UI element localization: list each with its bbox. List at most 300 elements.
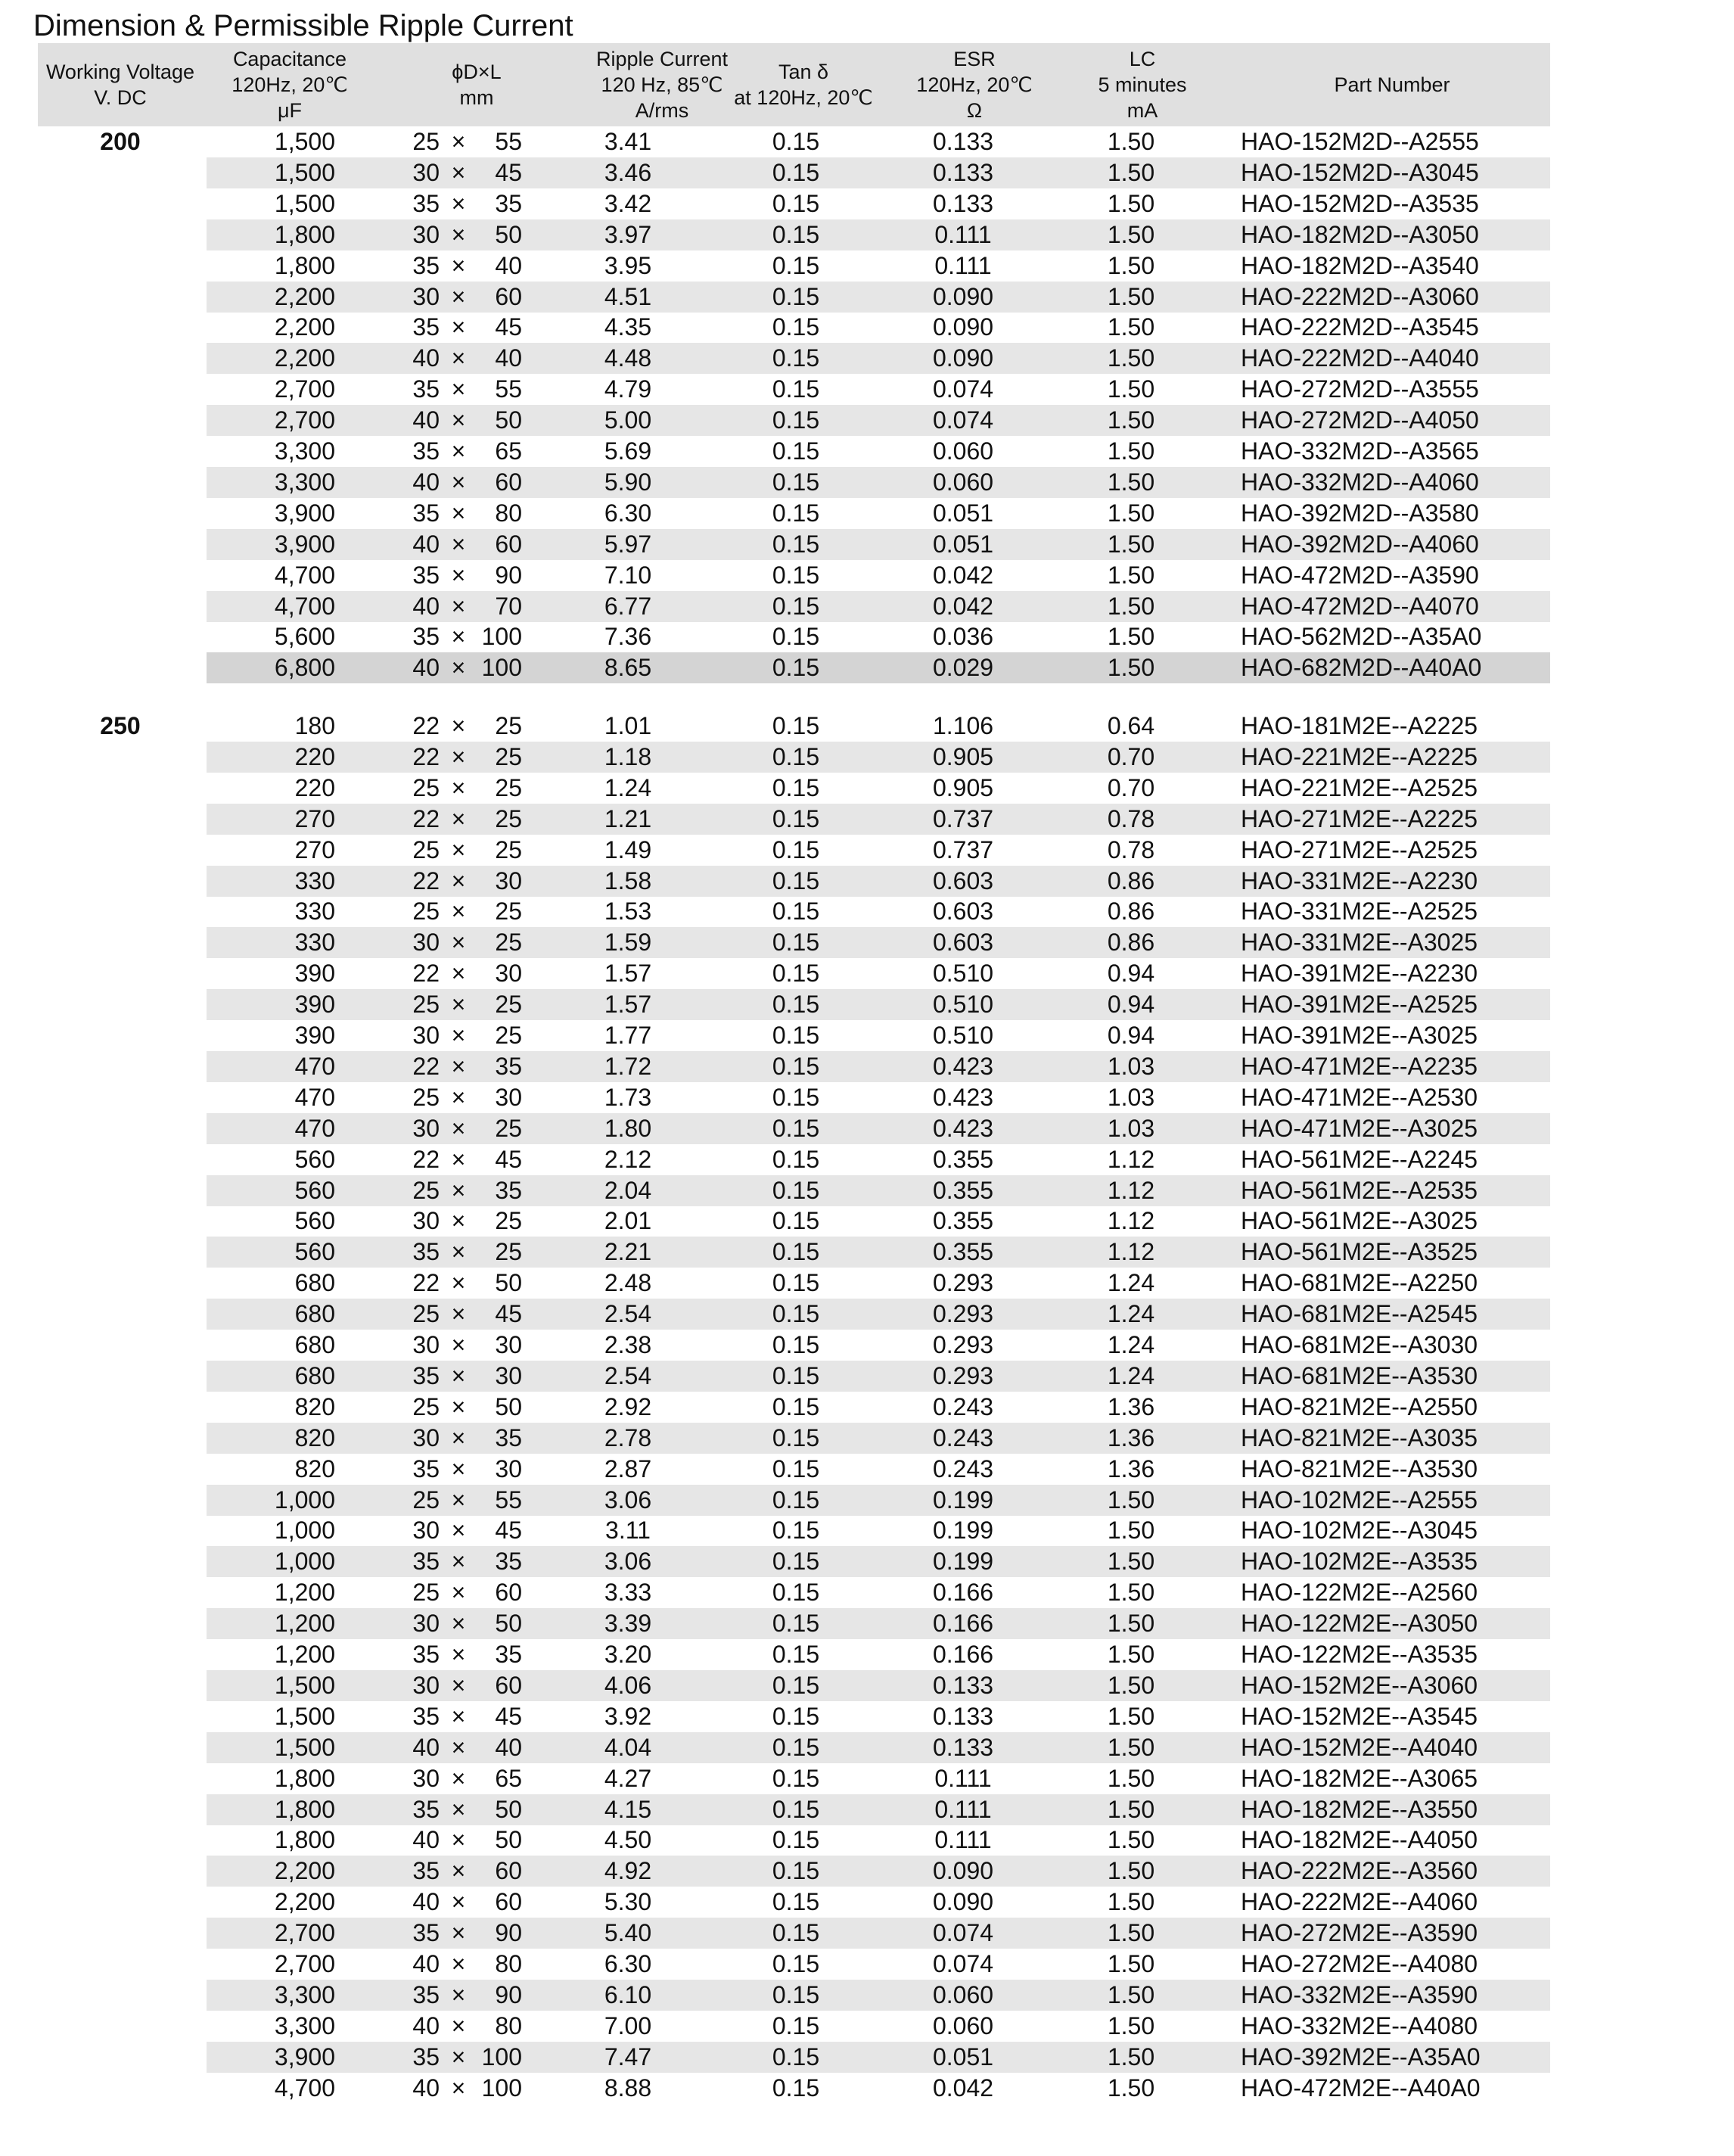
times-sign: ×	[451, 2011, 466, 2039]
lc-cell: 1.50	[1107, 1826, 1155, 1854]
table-row	[0, 742, 1734, 773]
times-sign: ×	[451, 1579, 466, 1607]
length-cell: 35	[495, 1423, 522, 1451]
lc-cell: 1.50	[1107, 1641, 1155, 1668]
diameter-cell: 30	[412, 1423, 440, 1451]
page-title: Dimension & Permissible Ripple Current	[33, 9, 573, 42]
esr-cell: 0.905	[932, 773, 994, 801]
times-sign: ×	[451, 1702, 466, 1730]
length-cell: 30	[495, 1454, 522, 1482]
diameter-cell: 35	[412, 561, 440, 589]
lc-cell: 1.50	[1107, 561, 1155, 589]
capacitance-cell: 270	[294, 804, 335, 832]
capacitance-cell: 560	[294, 1176, 335, 1204]
tan-delta-cell: 0.15	[772, 2074, 820, 2102]
times-sign: ×	[451, 375, 466, 403]
table-row	[0, 1485, 1734, 1516]
part-number-cell: HAO-471M2E--A2235	[1241, 1052, 1478, 1080]
table-row	[0, 1268, 1734, 1299]
lc-cell: 1.50	[1107, 313, 1155, 341]
ripple-cell: 5.00	[604, 406, 652, 434]
lc-cell: 1.50	[1107, 375, 1155, 403]
esr-cell: 0.051	[932, 499, 994, 527]
times-sign: ×	[451, 835, 466, 863]
diameter-cell: 30	[412, 1114, 440, 1142]
lc-cell: 1.36	[1107, 1423, 1155, 1451]
table-row	[0, 1732, 1734, 1763]
times-sign: ×	[451, 1269, 466, 1297]
table-row	[0, 958, 1734, 989]
diameter-cell: 40	[412, 344, 440, 372]
ripple-cell: 1.77	[604, 1022, 652, 1049]
capacitance-cell: 1,200	[274, 1610, 335, 1638]
esr-cell: 0.355	[932, 1238, 994, 1266]
part-number-cell: HAO-272M2E--A3590	[1241, 1919, 1478, 1947]
times-sign: ×	[451, 1083, 466, 1111]
times-sign: ×	[451, 1022, 466, 1049]
esr-cell: 0.166	[932, 1641, 994, 1668]
length-cell: 50	[495, 1826, 522, 1854]
capacitance-cell: 1,500	[274, 1671, 335, 1699]
lc-cell: 1.50	[1107, 1857, 1155, 1885]
lc-cell: 0.86	[1107, 866, 1155, 894]
esr-cell: 0.090	[932, 282, 994, 310]
times-sign: ×	[451, 1361, 466, 1389]
capacitance-cell: 560	[294, 1145, 335, 1173]
esr-cell: 0.737	[932, 804, 994, 832]
capacitance-cell: 4,700	[274, 592, 335, 620]
times-sign: ×	[451, 1733, 466, 1761]
length-cell: 40	[495, 1733, 522, 1761]
table-row	[0, 1763, 1734, 1794]
capacitance-cell: 1,800	[274, 1795, 335, 1823]
capacitance-cell: 390	[294, 1022, 335, 1049]
tan-delta-cell: 0.15	[772, 1083, 820, 1111]
capacitance-cell: 270	[294, 835, 335, 863]
esr-cell: 0.111	[934, 220, 992, 248]
part-number-cell: HAO-332M2D--A3565	[1241, 437, 1479, 465]
length-cell: 60	[495, 468, 522, 496]
header-capacitance-line3: μF	[277, 99, 303, 122]
lc-cell: 0.78	[1107, 804, 1155, 832]
table-row	[0, 1825, 1734, 1856]
header-part-number	[1241, 43, 1543, 126]
table-row	[0, 126, 1734, 157]
table-row	[0, 1237, 1734, 1268]
times-sign: ×	[451, 1392, 466, 1420]
diameter-cell: 40	[412, 592, 440, 620]
capacitance-cell: 2,700	[274, 406, 335, 434]
times-sign: ×	[451, 1176, 466, 1204]
tan-delta-cell: 0.15	[772, 898, 820, 926]
table-row	[0, 1949, 1734, 1980]
diameter-cell: 25	[412, 773, 440, 801]
length-cell: 25	[495, 742, 522, 770]
capacitance-cell: 220	[294, 742, 335, 770]
times-sign: ×	[451, 344, 466, 372]
diameter-cell: 40	[412, 654, 440, 682]
part-number-cell: HAO-271M2E--A2525	[1241, 835, 1478, 863]
part-number-cell: HAO-561M2E--A3025	[1241, 1207, 1478, 1235]
header-esr-line1: ESR	[953, 48, 996, 70]
length-cell: 60	[495, 1671, 522, 1699]
capacitance-cell: 680	[294, 1331, 335, 1358]
part-number-cell: HAO-472M2E--A40A0	[1241, 2074, 1481, 2102]
ripple-cell: 4.06	[604, 1671, 652, 1699]
part-number-cell: HAO-682M2D--A40A0	[1241, 654, 1482, 682]
times-sign: ×	[451, 1980, 466, 2008]
length-cell: 60	[495, 530, 522, 558]
lc-cell: 1.50	[1107, 189, 1155, 217]
table-row	[0, 1423, 1734, 1454]
tan-delta-cell: 0.15	[772, 1919, 820, 1947]
tan-delta-cell: 0.15	[772, 344, 820, 372]
part-number-cell: HAO-821M2E--A3035	[1241, 1423, 1478, 1451]
tan-delta-cell: 0.15	[772, 406, 820, 434]
part-number-cell: HAO-561M2E--A3525	[1241, 1238, 1478, 1266]
tan-delta-cell: 0.15	[772, 1176, 820, 1204]
tan-delta-cell: 0.15	[772, 929, 820, 957]
table-row	[0, 250, 1734, 282]
times-sign: ×	[451, 898, 466, 926]
times-sign: ×	[451, 158, 466, 186]
table-row	[0, 866, 1734, 897]
diameter-cell: 30	[412, 158, 440, 186]
part-number-cell: HAO-222M2D--A3060	[1241, 282, 1479, 310]
lc-cell: 1.50	[1107, 592, 1155, 620]
esr-cell: 0.510	[932, 960, 994, 988]
ripple-cell: 1.24	[604, 773, 652, 801]
diameter-cell: 35	[412, 189, 440, 217]
times-sign: ×	[451, 406, 466, 434]
times-sign: ×	[451, 773, 466, 801]
diameter-cell: 30	[412, 929, 440, 957]
capacitance-cell: 1,800	[274, 220, 335, 248]
lc-cell: 1.50	[1107, 2074, 1155, 2102]
lc-cell: 1.50	[1107, 1702, 1155, 1730]
part-number-cell: HAO-182M2E--A4050	[1241, 1826, 1478, 1854]
times-sign: ×	[451, 1826, 466, 1854]
lc-cell: 1.50	[1107, 1888, 1155, 1916]
length-cell: 80	[495, 2011, 522, 2039]
ripple-cell: 4.35	[604, 313, 652, 341]
lc-cell: 0.70	[1107, 773, 1155, 801]
length-cell: 55	[495, 128, 522, 155]
capacitance-cell: 2,700	[274, 1919, 335, 1947]
table-row	[0, 835, 1734, 866]
tan-delta-cell: 0.15	[772, 1423, 820, 1451]
ripple-cell: 5.40	[604, 1919, 652, 1947]
capacitance-cell: 1,500	[274, 1702, 335, 1730]
ripple-cell: 8.88	[604, 2074, 652, 2102]
esr-cell: 0.090	[932, 344, 994, 372]
table-row	[0, 621, 1734, 652]
diameter-cell: 35	[412, 1702, 440, 1730]
esr-cell: 0.355	[932, 1176, 994, 1204]
length-cell: 35	[495, 189, 522, 217]
part-number-cell: HAO-561M2E--A2535	[1241, 1176, 1478, 1204]
lc-cell: 0.86	[1107, 898, 1155, 926]
tan-delta-cell: 0.15	[772, 1145, 820, 1173]
part-number-cell: HAO-821M2E--A2550	[1241, 1392, 1478, 1420]
lc-cell: 1.50	[1107, 220, 1155, 248]
table-row	[0, 896, 1734, 927]
esr-cell: 0.423	[932, 1083, 994, 1111]
tan-delta-cell: 0.15	[772, 742, 820, 770]
times-sign: ×	[451, 1764, 466, 1792]
ripple-cell: 1.72	[604, 1052, 652, 1080]
diameter-cell: 25	[412, 898, 440, 926]
ripple-cell: 1.01	[604, 712, 652, 739]
length-cell: 80	[495, 499, 522, 527]
lc-cell: 1.50	[1107, 158, 1155, 186]
ripple-cell: 2.38	[604, 1331, 652, 1358]
times-sign: ×	[451, 251, 466, 279]
diameter-cell: 40	[412, 406, 440, 434]
ripple-cell: 5.90	[604, 468, 652, 496]
lc-cell: 1.50	[1107, 1548, 1155, 1576]
esr-cell: 0.051	[932, 2042, 994, 2070]
tan-delta-cell: 0.15	[772, 1269, 820, 1297]
length-cell: 35	[495, 1548, 522, 1576]
tan-delta-cell: 0.15	[772, 189, 820, 217]
length-cell: 50	[495, 1392, 522, 1420]
diameter-cell: 25	[412, 128, 440, 155]
diameter-cell: 35	[412, 1641, 440, 1668]
lc-cell: 1.50	[1107, 499, 1155, 527]
length-cell: 30	[495, 1083, 522, 1111]
part-number-cell: HAO-272M2D--A3555	[1241, 375, 1479, 403]
table-row	[0, 436, 1734, 467]
table-row	[0, 652, 1734, 683]
diameter-cell: 30	[412, 1517, 440, 1545]
esr-cell: 0.293	[932, 1331, 994, 1358]
length-cell: 30	[495, 866, 522, 894]
header-voltage-line1: Working Voltage	[45, 61, 195, 83]
header-esr	[899, 43, 1050, 126]
esr-cell: 0.243	[932, 1454, 994, 1482]
table-row	[0, 2073, 1734, 2104]
length-cell: 35	[495, 1052, 522, 1080]
tan-delta-cell: 0.15	[772, 835, 820, 863]
tan-delta-cell: 0.15	[772, 1454, 820, 1482]
length-cell: 30	[495, 1331, 522, 1358]
ripple-cell: 7.47	[604, 2042, 652, 2070]
times-sign: ×	[451, 1517, 466, 1545]
table-row	[0, 219, 1734, 250]
table-row	[0, 1392, 1734, 1423]
lc-cell: 0.70	[1107, 742, 1155, 770]
length-cell: 25	[495, 898, 522, 926]
capacitance-cell: 1,500	[274, 128, 335, 155]
tan-delta-cell: 0.15	[772, 158, 820, 186]
ripple-cell: 6.77	[604, 592, 652, 620]
diameter-cell: 25	[412, 1486, 440, 1514]
table-row	[0, 1454, 1734, 1485]
table-row	[0, 343, 1734, 374]
tan-delta-cell: 0.15	[772, 1795, 820, 1823]
ripple-cell: 3.11	[605, 1517, 651, 1545]
ripple-cell: 4.79	[604, 375, 652, 403]
diameter-cell: 25	[412, 1083, 440, 1111]
diameter-cell: 35	[412, 375, 440, 403]
part-number-cell: HAO-332M2E--A3590	[1241, 1980, 1478, 2008]
tan-delta-cell: 0.15	[772, 1392, 820, 1420]
length-cell: 100	[481, 623, 522, 651]
diameter-cell: 25	[412, 1300, 440, 1328]
header-voltage-line2: V. DC	[94, 86, 147, 109]
diameter-cell: 35	[412, 1361, 440, 1389]
length-cell: 30	[495, 960, 522, 988]
esr-cell: 0.111	[934, 1764, 992, 1792]
diameter-cell: 25	[412, 835, 440, 863]
table-row	[0, 157, 1734, 188]
part-number-cell: HAO-562M2D--A35A0	[1241, 623, 1482, 651]
lc-cell: 1.50	[1107, 1610, 1155, 1638]
length-cell: 50	[495, 1795, 522, 1823]
capacitance-cell: 3,900	[274, 2042, 335, 2070]
table-row	[0, 1608, 1734, 1639]
times-sign: ×	[451, 561, 466, 589]
length-cell: 60	[495, 1888, 522, 1916]
ripple-cell: 7.00	[604, 2011, 652, 2039]
tan-delta-cell: 0.15	[772, 1300, 820, 1328]
ripple-cell: 6.10	[604, 1980, 652, 2008]
ripple-cell: 3.39	[604, 1610, 652, 1638]
ripple-cell: 3.33	[604, 1579, 652, 1607]
lc-cell: 1.50	[1107, 282, 1155, 310]
diameter-cell: 30	[412, 1207, 440, 1235]
ripple-cell: 1.58	[604, 866, 652, 894]
diameter-cell: 40	[412, 2074, 440, 2102]
diameter-cell: 30	[412, 1671, 440, 1699]
ripple-cell: 5.69	[604, 437, 652, 465]
capacitance-cell: 390	[294, 991, 335, 1019]
capacitance-cell: 4,700	[274, 2074, 335, 2102]
times-sign: ×	[451, 1671, 466, 1699]
length-cell: 25	[495, 1238, 522, 1266]
esr-cell: 0.111	[934, 1795, 992, 1823]
length-cell: 100	[481, 2074, 522, 2102]
table-row	[0, 773, 1734, 804]
capacitance-cell: 820	[294, 1423, 335, 1451]
length-cell: 25	[495, 929, 522, 957]
tan-delta-cell: 0.15	[772, 1671, 820, 1699]
capacitance-cell: 1,200	[274, 1641, 335, 1668]
times-sign: ×	[451, 1486, 466, 1514]
lc-cell: 0.94	[1107, 960, 1155, 988]
esr-cell: 0.074	[932, 1919, 994, 1947]
header-size	[393, 43, 560, 126]
tan-delta-cell: 0.15	[772, 773, 820, 801]
lc-cell: 0.94	[1107, 1022, 1155, 1049]
diameter-cell: 35	[412, 437, 440, 465]
times-sign: ×	[451, 1919, 466, 1947]
esr-cell: 0.293	[932, 1361, 994, 1389]
tan-delta-cell: 0.15	[772, 1238, 820, 1266]
lc-cell: 1.50	[1107, 1579, 1155, 1607]
esr-cell: 0.060	[932, 2011, 994, 2039]
table-row	[0, 1577, 1734, 1608]
length-cell: 50	[495, 406, 522, 434]
diameter-cell: 22	[412, 1052, 440, 1080]
capacitance-cell: 2,200	[274, 1857, 335, 1885]
ripple-cell: 4.15	[604, 1795, 652, 1823]
times-sign: ×	[451, 1641, 466, 1668]
esr-cell: 0.133	[932, 128, 994, 155]
ripple-cell: 3.06	[604, 1548, 652, 1576]
header-tan-line1: Tan δ	[778, 61, 829, 83]
capacitance-cell: 1,500	[274, 189, 335, 217]
esr-cell: 0.199	[932, 1548, 994, 1576]
lc-cell: 1.50	[1107, 1733, 1155, 1761]
esr-cell: 0.111	[934, 1826, 992, 1854]
table-row	[0, 1175, 1734, 1206]
header-lc	[1067, 43, 1218, 126]
part-number-cell: HAO-152M2D--A3045	[1241, 158, 1479, 186]
esr-cell: 0.042	[932, 2074, 994, 2102]
capacitance-cell: 2,200	[274, 282, 335, 310]
capacitance-cell: 560	[294, 1207, 335, 1235]
esr-cell: 0.133	[932, 1733, 994, 1761]
capacitance-cell: 330	[294, 866, 335, 894]
times-sign: ×	[451, 1331, 466, 1358]
tan-delta-cell: 0.15	[772, 375, 820, 403]
part-number-cell: HAO-392M2E--A35A0	[1241, 2042, 1481, 2070]
header-size-line2: mm	[459, 86, 494, 109]
header-esr-line2: 120Hz, 20℃	[916, 73, 1033, 96]
lc-cell: 1.50	[1107, 1795, 1155, 1823]
esr-cell: 0.510	[932, 991, 994, 1019]
tan-delta-cell: 0.15	[772, 1486, 820, 1514]
ripple-cell: 2.78	[604, 1423, 652, 1451]
length-cell: 55	[495, 375, 522, 403]
tan-delta-cell: 0.15	[772, 1331, 820, 1358]
tan-delta-cell: 0.15	[772, 1052, 820, 1080]
diameter-cell: 22	[412, 1145, 440, 1173]
header-capacitance-line2: 120Hz, 20℃	[232, 73, 348, 96]
lc-cell: 1.50	[1107, 530, 1155, 558]
tan-delta-cell: 0.15	[772, 1702, 820, 1730]
lc-cell: 1.50	[1107, 654, 1155, 682]
diameter-cell: 35	[412, 1454, 440, 1482]
ripple-cell: 3.46	[604, 158, 652, 186]
diameter-cell: 35	[412, 1919, 440, 1947]
tan-delta-cell: 0.15	[772, 282, 820, 310]
ripple-cell: 5.97	[604, 530, 652, 558]
length-cell: 100	[481, 654, 522, 682]
ripple-cell: 2.04	[604, 1176, 652, 1204]
header-lc-line1: LC	[1129, 48, 1156, 70]
tan-delta-cell: 0.15	[772, 2011, 820, 2039]
table-row	[0, 374, 1734, 405]
diameter-cell: 40	[412, 1888, 440, 1916]
lc-cell: 1.12	[1107, 1176, 1155, 1204]
part-number-cell: HAO-122M2E--A3535	[1241, 1641, 1478, 1668]
times-sign: ×	[451, 2042, 466, 2070]
table-row	[0, 312, 1734, 343]
lc-cell: 1.50	[1107, 623, 1155, 651]
part-number-cell: HAO-152M2E--A3060	[1241, 1671, 1478, 1699]
capacitance-cell: 390	[294, 960, 335, 988]
times-sign: ×	[451, 1795, 466, 1823]
esr-cell: 0.133	[932, 1702, 994, 1730]
header-capacitance	[207, 43, 373, 126]
tan-delta-cell: 0.15	[772, 128, 820, 155]
esr-cell: 0.603	[932, 898, 994, 926]
length-cell: 90	[495, 1980, 522, 2008]
length-cell: 45	[495, 313, 522, 341]
